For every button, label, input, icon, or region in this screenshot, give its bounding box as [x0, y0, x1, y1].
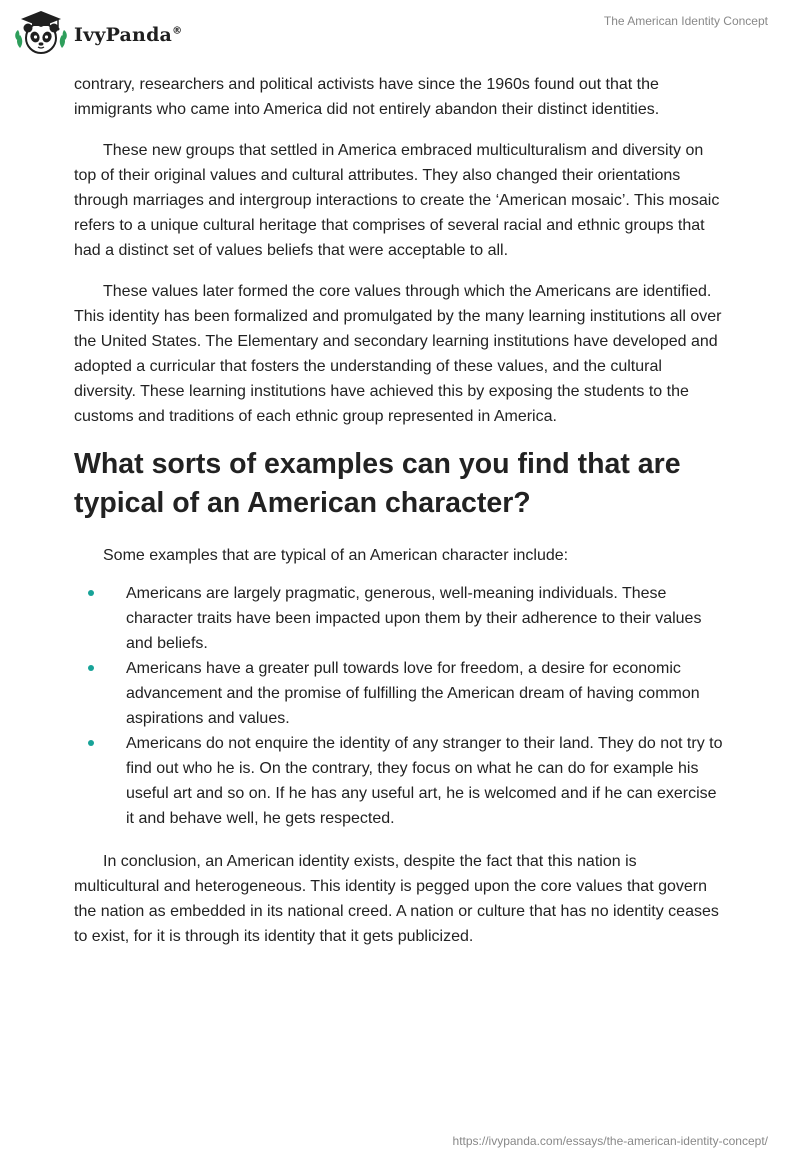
list-item-text: Americans are largely pragmatic, generous, well-meaning individuals. These character traits have been impacted upon them by their adherence to their values and beliefs.: [126, 585, 702, 652]
running-title: The American Identity Concept: [603, 14, 768, 28]
page-header: [0, 0, 800, 70]
logo-wordmark: [74, 24, 182, 46]
logo-registered-mark: ®: [172, 25, 183, 37]
bullet-dot-icon: [88, 740, 94, 746]
list-item: [74, 581, 724, 656]
paragraph-continuation: contrary, researchers and political activists have since the 1960s found out that the immigrants who came into America did not entirely abandon their distinct identities.: [74, 76, 660, 118]
list-item: [74, 731, 724, 831]
paragraph-american-mosaic: These new groups that settled in America embraced multiculturalism and diversity on top of their original values and cultural attributes. They also changed their orientations through marriages and intergroup interactions to create the ‘American mosaic’. This mosaic refers to a unique cultural heritage that comprises of several racial and ethnic groups that had a distinct set of values beliefs that were acceptable to all.: [74, 142, 720, 259]
bullet-dot-icon: [88, 665, 94, 671]
paragraph-conclusion: In conclusion, an American identity exists, despite the fact that this nation is multicultural and heterogeneous. This identity is pegged upon the core values that govern the nation as embedded in its national creed. A nation or culture that has no identity ceases to exist, for it is through its identity that it gets publicized.: [74, 853, 719, 945]
logo-name: IvyPanda: [74, 24, 173, 46]
essay-content: [74, 72, 724, 965]
section-heading: What sorts of examples can you find that are typical of an American character?: [74, 448, 681, 519]
list-item: [74, 656, 724, 731]
panda-graduate-icon: [14, 8, 68, 58]
paragraph-intro: Some examples that are typical of an American character include:: [103, 547, 569, 564]
list-item-text: Americans have a greater pull towards love for freedom, a desire for economic advancement and the promise of fulfilling the American dream of having common aspirations and values.: [126, 660, 700, 727]
list-item-text: Americans do not enquire the identity of any stranger to their land. They do not try to find out who he is. On the contrary, they focus on what he can do for example his useful art and so on. If he has any useful art, he is welcomed and if he can exercise it and behave well, he gets respected.: [126, 735, 723, 827]
bullet-dot-icon: [88, 590, 94, 596]
paragraph-core-values: These values later formed the core values through which the Americans are identified. This identity has been formalized and promulgated by the many learning institutions all over the United States. The Elementary and secondary learning institutions have developed and adopted a curricular that fosters the understanding of these values, and the cultural diversity. These learning institutions have achieved this by exposing the students to the customs and traditions of each ethnic group represented in America.: [74, 283, 722, 425]
source-url[interactable]: https://ivypanda.com/essays/the-american-identity-concept/: [452, 1134, 768, 1148]
ivypanda-logo[interactable]: [14, 8, 182, 58]
examples-list: [74, 581, 724, 831]
